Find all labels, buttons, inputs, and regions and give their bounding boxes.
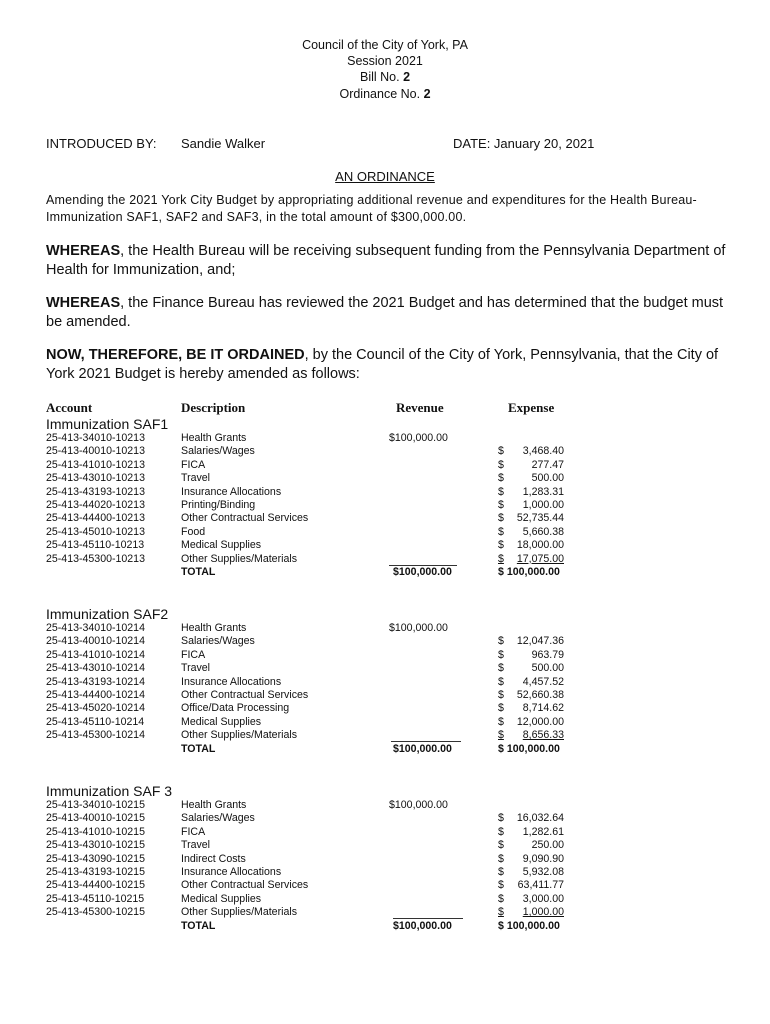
revenue-cell: $100,000.00 [389,622,448,634]
table-row [0,539,770,552]
table-row [0,486,770,499]
expense-cell: 63,411.77 [517,879,564,892]
table-row [0,866,770,879]
expense-cell: 18,000.00 [516,539,564,552]
expense-cell: 12,000.00 [516,715,564,728]
dollar-sign: $ [498,445,504,458]
dollar-sign: $ [498,852,504,865]
section-title-saf1: Immunization SAF1 [46,416,169,432]
whereas-lead-2: WHEREAS [46,295,121,311]
dollar-sign: $ [498,702,504,715]
description-cell: Other Contractual Services [181,879,309,892]
description-cell: Salaries/Wages [181,812,255,825]
account-cell: 25-413-45300-10214 [46,729,145,742]
revenue-underline [389,565,457,566]
table-row [0,893,770,906]
account-cell: 25-413-43193-10214 [46,675,145,688]
revenue-underline [391,741,461,742]
expense-cell: 52,735.44 [516,512,564,525]
account-cell: 25-413-43010-10215 [46,839,145,852]
description-cell: Travel [181,839,211,852]
total-row [0,566,770,579]
dollar-sign: $ [498,825,504,838]
section-title-saf3: Immunization SAF 3 [46,783,173,799]
dollar-sign: $ [498,512,504,525]
account-cell: 25-413-41010-10214 [46,648,145,661]
dollar-sign: $ [498,892,504,905]
description-cell: Medical Supplies [181,715,262,728]
table-row [0,472,770,485]
description-cell: Other Contractual Services [181,689,309,701]
table-row [0,432,770,445]
description-cell: Insurance Allocations [181,485,282,498]
session-line: Session 2021 [347,54,423,68]
description-cell: Insurance Allocations [181,675,282,688]
expense-cell: 12,047.36 [516,635,564,648]
dollar-sign: $ [498,675,504,688]
revenue-underline [393,918,463,919]
description-cell: Medical Supplies [181,892,262,905]
table-row [0,553,770,566]
account-cell: 25-413-34010-10214 [46,622,145,634]
dollar-sign: $ [498,472,504,485]
description-cell: FICA [181,825,206,838]
account-cell: 25-413-45110-10213 [46,539,145,552]
description-cell: Other Supplies/Materials [181,906,297,919]
dollar-sign: $ [498,689,504,701]
description-cell: Insurance Allocations [181,866,282,878]
column-description: Description [181,400,246,415]
dollar-sign: $ [498,879,504,892]
table-row [0,649,770,662]
total-expense: $ 100,000.00 [498,919,560,932]
total-label: TOTAL [181,919,216,932]
expense-cell: 277.47 [531,458,564,471]
dollar-sign: $ [498,662,504,675]
table-row [0,526,770,539]
account-cell: 25-413-43193-10215 [46,866,145,878]
description-cell: Travel [181,662,211,675]
ordinance-line [0,87,770,101]
description-cell: Office/Data Processing [181,702,290,715]
dollar-sign: $ [498,485,504,498]
expense-cell: 1,000.00 [522,906,564,919]
account-cell: 25-413-40010-10215 [46,812,145,825]
account-cell: 25-413-45110-10215 [46,892,145,905]
total-row [0,920,770,933]
bill-line [0,70,770,84]
expense-cell: 963.79 [531,648,564,661]
table-row [0,729,770,742]
whereas-text-1: , the Health Bureau will be receiving subsequent funding from the Pennsylvania Department of Health for Immunization, and; [46,243,726,278]
introduced-name: Sandie Walker [181,136,266,151]
account-cell: 25-413-40010-10214 [46,635,145,648]
total-expense: $ 100,000.00 [498,566,560,578]
total-revenue: $100,000.00 [393,742,452,755]
description-cell: FICA [181,458,206,471]
expense-cell: 8,714.62 [522,702,564,715]
expense-cell: 5,932.08 [522,866,564,878]
total-row [0,743,770,756]
ordained-text: , by the Council of the City of York, Pennsylvania, that the City of York 2021 Budget is hereby amended as follows: [46,347,719,382]
account-cell: 25-413-40010-10213 [46,445,145,458]
expense-cell: 1,000.00 [522,499,564,511]
bill-label: Bill No. [359,70,400,84]
column-account: Account [46,400,93,415]
account-cell: 25-413-45300-10213 [46,552,145,565]
description-cell: Indirect Costs [181,852,246,865]
account-cell: 25-413-41010-10215 [46,825,145,838]
total-label: TOTAL [181,566,216,578]
bill-number: 2 [403,70,411,84]
expense-cell: 4,457.52 [522,675,564,688]
description-cell: Salaries/Wages [181,635,255,648]
total-expense: $ 100,000.00 [498,742,560,755]
table-row [0,499,770,512]
table-row [0,839,770,852]
account-cell: 25-413-43193-10213 [46,485,145,498]
amending-paragraph: Amending the 2021 York City Budget by appropriating additional revenue and expenditures for the Health Bureau-Immunization SAF1, SAF2 and SAF3, in the total amount of $300,000.00. [46,193,697,224]
whereas-text-2: , the Finance Bureau has reviewed the 2021 Budget and has determined that the budget must be amended. [46,295,724,330]
section-title-saf2: Immunization SAF2 [46,606,169,622]
account-cell: 25-413-44400-10214 [46,689,145,701]
description-cell: Health Grants [181,432,247,444]
account-cell: 25-413-44400-10213 [46,512,145,525]
account-cell: 25-413-45020-10214 [46,702,145,715]
dollar-sign: $ [498,812,504,825]
dollar-sign: $ [498,525,504,538]
account-cell: 25-413-45300-10215 [46,906,145,919]
table-row [0,622,770,635]
dollar-sign: $ [498,635,504,648]
ordained-paragraph [46,346,736,384]
whereas-lead-1: WHEREAS [46,243,121,259]
expense-cell: 8,656.33 [522,729,564,742]
table-row [0,826,770,839]
table-row [0,799,770,812]
account-cell: 25-413-34010-10215 [46,799,145,811]
ordinance-label: Ordinance No. [339,87,421,101]
description-cell: Printing/Binding [181,499,256,511]
table-row [0,702,770,715]
dollar-sign: $ [498,539,504,552]
introduced-label: INTRODUCED BY: [46,136,157,151]
table-row [0,879,770,892]
whereas-paragraph-2 [46,294,736,332]
dollar-sign: $ [498,552,504,565]
table-row [0,676,770,689]
account-cell: 25-413-45110-10214 [46,715,145,728]
dollar-sign: $ [498,866,504,878]
whereas-paragraph-1 [46,242,736,280]
account-cell: 25-413-41010-10213 [46,458,145,471]
table-row [0,459,770,472]
ordained-lead: NOW, THEREFORE, BE IT ORDAINED [46,347,305,363]
column-expense: Expense [508,400,555,415]
revenue-cell: $100,000.00 [389,799,448,811]
account-cell: 25-413-44400-10215 [46,879,145,892]
account-cell: 25-413-44020-10213 [46,499,145,511]
account-cell: 25-413-43090-10215 [46,852,145,865]
expense-cell: 16,032.64 [516,812,564,825]
description-cell: Other Contractual Services [181,512,309,525]
description-cell: FICA [181,648,206,661]
expense-cell: 5,660.38 [522,525,564,538]
dollar-sign: $ [498,839,504,852]
table-row [0,853,770,866]
description-cell: Medical Supplies [181,539,262,552]
table-row [0,512,770,525]
description-cell: Other Supplies/Materials [181,729,297,742]
table-row [0,445,770,458]
expense-cell: 9,090.90 [522,852,564,865]
dollar-sign: $ [498,458,504,471]
description-cell: Health Grants [181,622,247,634]
dollar-sign: $ [498,648,504,661]
council-heading: Council of the City of York, PA [302,38,468,52]
table-row [0,906,770,919]
expense-cell: 250.00 [531,839,564,852]
total-revenue: $100,000.00 [393,566,452,578]
table-row [0,662,770,675]
expense-cell: 500.00 [531,662,564,675]
account-cell: 25-413-45010-10213 [46,525,145,538]
expense-cell: 1,283.31 [522,485,564,498]
description-cell: Salaries/Wages [181,445,255,458]
dollar-sign: $ [498,499,504,511]
revenue-cell: $100,000.00 [389,432,448,444]
expense-cell: 3,468.40 [522,445,564,458]
column-revenue: Revenue [396,400,444,415]
table-row [0,635,770,648]
description-cell: Food [181,525,206,538]
description-cell: Other Supplies/Materials [181,552,297,565]
expense-cell: 3,000.00 [522,892,564,905]
description-cell: Travel [181,472,211,485]
total-revenue: $100,000.00 [393,919,452,932]
table-row [0,716,770,729]
dollar-sign: $ [498,906,504,919]
table-row [0,689,770,702]
expense-cell: 1,282.61 [522,825,564,838]
expense-cell: 17,075.00 [516,552,564,565]
total-label: TOTAL [181,742,216,755]
table-row [0,812,770,825]
date-text: DATE: January 20, 2021 [453,136,595,151]
dollar-sign: $ [498,715,504,728]
account-cell: 25-413-43010-10214 [46,662,145,675]
account-cell: 25-413-34010-10213 [46,432,145,444]
expense-cell: 500.00 [531,472,564,485]
ordinance-title: AN ORDINANCE [335,169,435,184]
description-cell: Health Grants [181,799,247,811]
expense-cell: 52,660.38 [516,689,564,701]
account-cell: 25-413-43010-10213 [46,472,145,485]
dollar-sign: $ [498,729,504,742]
ordinance-number: 2 [423,87,431,101]
